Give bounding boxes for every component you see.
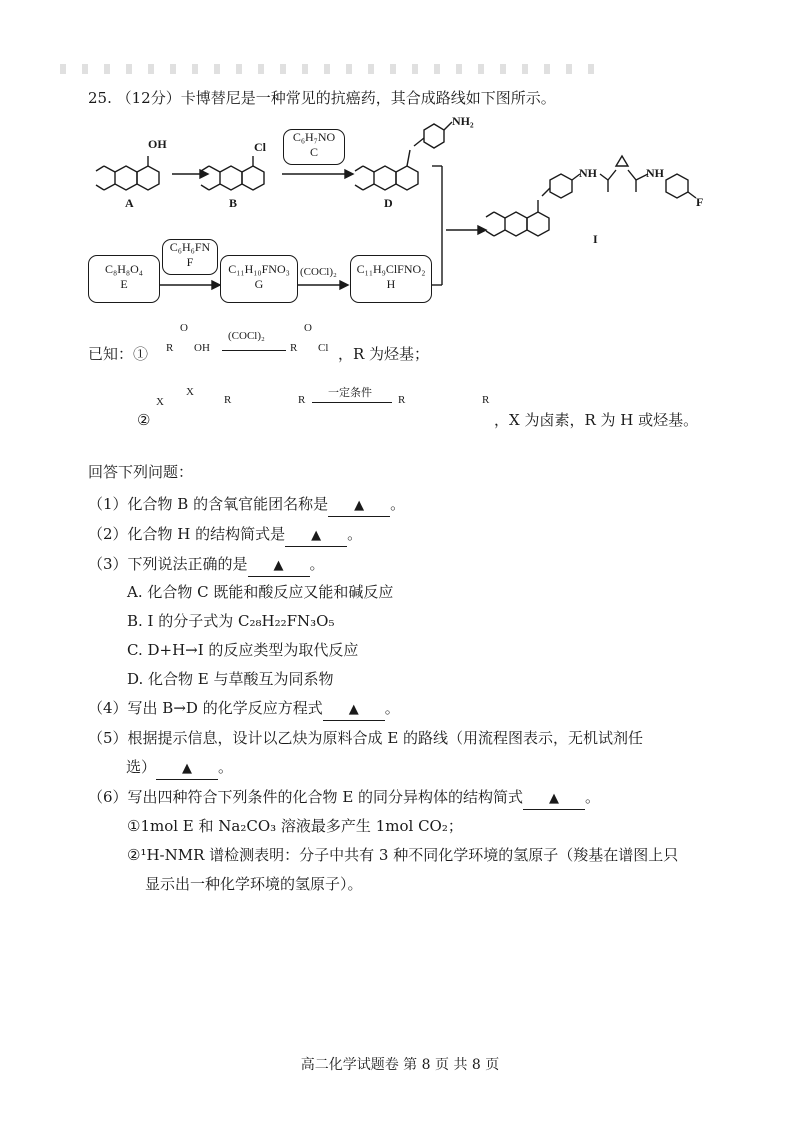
question-points: （12分） — [116, 89, 181, 107]
compound-h-formula: C₁₁H₉ClFNO₂ — [356, 262, 426, 276]
label-b: B — [229, 196, 238, 210]
known-1-o: O — [180, 322, 188, 334]
known-1-r-product: R — [290, 342, 298, 354]
question-6-condition-1: ①1mol E 和 Na₂CO₃ 溶液最多产生 1mol CO₂； — [127, 817, 463, 835]
compound-e-box — [88, 255, 160, 303]
question-intro: 卡博替尼是一种常见的抗癌药，其合成路线如下图所示。 — [180, 89, 556, 107]
compound-b-structure — [201, 156, 264, 190]
question-number: 25. — [88, 89, 112, 107]
compound-a-structure — [96, 156, 159, 190]
known-1-cl: Cl — [318, 342, 329, 354]
reagent-cocl2: (COCl)₂ — [300, 266, 337, 278]
question-6: （6）写出四种符合下列条件的化合物 E 的同分异构体的结构简式 ▲ 。 — [88, 787, 600, 810]
reagent-c-formula: C₆H₇NO — [292, 130, 336, 144]
known-2-label: ② — [137, 411, 151, 429]
atom-nh-1: NH — [579, 166, 597, 180]
question-5-line1: （5）根据提示信息，设计以乙炔为原料合成 E 的路线（用流程图表示，无机试剂任 — [88, 729, 644, 747]
question-6-condition-2b: 显示出一种化学环境的氢原子）。 — [145, 875, 363, 893]
compound-d-structure — [355, 122, 452, 190]
known-1-note: ，R 为烃基； — [338, 345, 430, 363]
option-a: A. 化合物 C 既能和酸反应又能和碱反应 — [127, 583, 394, 601]
option-c: C. D+H→I 的反应类型为取代反应 — [127, 641, 359, 659]
atom-oh: OH — [148, 137, 167, 151]
answer-blank-3[interactable]: ▲ — [248, 556, 310, 577]
known-2-arrow — [312, 402, 392, 403]
reagent-c-label: C — [309, 145, 318, 159]
known-2-r2: R — [298, 394, 306, 406]
compound-e-formula: C₈H₈O₄ — [105, 262, 143, 276]
reagent-c-box — [283, 129, 345, 165]
known-2-x2: X — [186, 386, 194, 398]
known-2-r1: R — [224, 394, 232, 406]
atom-f: F — [696, 195, 704, 209]
known-2-condition: 一定条件 — [328, 387, 372, 399]
answer-blank-4[interactable]: ▲ — [323, 700, 385, 721]
atom-nh-2: NH — [646, 166, 664, 180]
label-a: A — [125, 196, 134, 210]
answer-blank-5[interactable]: ▲ — [156, 759, 218, 780]
question-3: （3）下列说法正确的是 ▲ 。 — [88, 554, 325, 577]
known-2-r4: R — [482, 394, 490, 406]
known-2-x1: X — [156, 396, 164, 408]
compound-h-label: H — [386, 277, 396, 291]
option-d: D. 化合物 E 与草酸互为同系物 — [127, 670, 334, 688]
known-2-r3: R — [398, 394, 406, 406]
atom-nh2: NH₂ — [452, 114, 474, 128]
compound-e-label: E — [120, 277, 128, 291]
question-4: （4）写出 B→D 的化学反应方程式 ▲ 。 — [88, 698, 400, 721]
option-b: B. I 的分子式为 C₂₈H₂₂FN₃O₅ — [127, 612, 335, 630]
answer-blank-2[interactable]: ▲ — [285, 526, 347, 547]
compound-g-formula: C₁₁H₁₀FNO₃ — [228, 262, 290, 276]
reagent-f-label: F — [186, 255, 194, 269]
compound-g-box — [220, 255, 298, 303]
answer-intro: 回答下列问题： — [88, 463, 194, 481]
question-5-line2: 选） ▲ 。 — [126, 757, 233, 780]
known-1-arrow — [222, 350, 286, 351]
question-2: （2）化合物 H 的结构简式是 ▲ 。 — [88, 524, 362, 547]
known-1-r: R — [166, 342, 174, 354]
label-i: I — [593, 232, 598, 246]
compound-h-box — [350, 255, 432, 303]
question-1: （1）化合物 B 的含氧官能团名称是 ▲ 。 — [88, 494, 405, 517]
known-1-oh: OH — [194, 342, 210, 354]
atom-cl: Cl — [254, 140, 266, 154]
reagent-f-box — [162, 239, 218, 275]
question-6-condition-2a: ②¹H-NMR 谱检测表明：分子中共有 3 种不同化学环境的氢原子（羧基在谱图上只 — [127, 846, 679, 864]
known-label: 已知：① — [88, 345, 149, 363]
known-1-o-product: O — [304, 322, 312, 334]
compound-g-label: G — [254, 277, 264, 291]
answer-blank-6[interactable]: ▲ — [523, 789, 585, 810]
reagent-f-formula: C₆H₆FN — [169, 240, 211, 254]
answer-blank-1[interactable]: ▲ — [328, 496, 390, 517]
label-d: D — [384, 196, 393, 210]
known-2-note: ，X 为卤素，R 为 H 或烃基。 — [494, 411, 699, 429]
page-footer: 高二化学试题卷 第 8 页 共 8 页 — [300, 1057, 500, 1073]
known-1-reagent: (COCl)₂ — [228, 330, 265, 342]
